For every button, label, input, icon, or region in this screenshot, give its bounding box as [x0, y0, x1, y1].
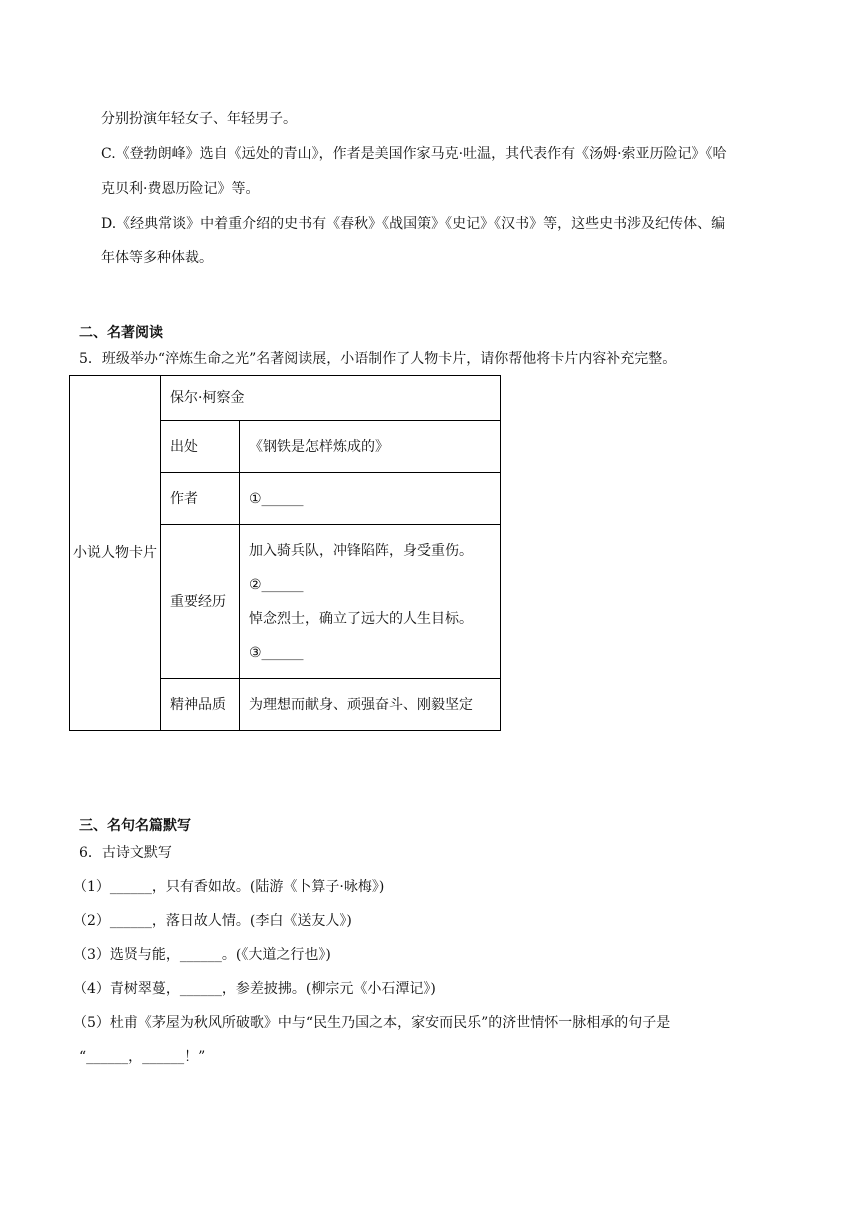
option-d-line2: 年体等多种体裁。 — [101, 250, 213, 266]
dictation-item-2: （2）______，落日故人情。(李白《送友人》) — [73, 913, 352, 929]
experience-line-1: 加入骑兵队，冲锋陷阵，身受重伤。 — [249, 542, 473, 559]
option-d-line1: D.《经典常谈》中着重介绍的史书有《春秋》《战国策》《史记》《汉书》等，这些史书涉及纪传体、编 — [101, 216, 726, 232]
card-source-label: 出处 — [161, 421, 240, 473]
experience-blank-2: ②______ — [249, 576, 304, 593]
card-source-value: 《钢铁是怎样炼成的》 — [240, 421, 501, 473]
card-author-blank: ①______ — [240, 473, 501, 525]
card-experience-label: 重要经历 — [161, 525, 240, 679]
card-row-label: 小说人物卡片 — [70, 376, 161, 731]
dictation-item-1: （1）______，只有香如故。(陆游《卜算子·咏梅》) — [73, 879, 385, 895]
question-5-text: 5．班级举办“淬炼生命之光”名著阅读展，小语制作了人物卡片，请你帮他将卡片内容补充完整。 — [79, 351, 677, 367]
dictation-item-5-answer-line: “______，______！” — [79, 1049, 206, 1065]
card-character-name: 保尔·柯察金 — [161, 376, 501, 421]
dictation-item-4: （4）青树翠蔓，______，参差披拂。(柳宗元《小石潭记》) — [73, 981, 436, 997]
card-spirit-value: 为理想而献身、顽强奋斗、刚毅坚定 — [240, 679, 501, 731]
dictation-item-3: （3）选贤与能，______。(《大道之行也》) — [73, 947, 331, 963]
experience-line-3: 悼念烈士，确立了远大的人生目标。 — [249, 610, 473, 627]
option-b-continuation: 分别扮演年轻女子、年轻男子。 — [101, 111, 297, 127]
option-c-line1: C.《登勃朗峰》选自《远处的青山》，作者是美国作家马克·吐温，其代表作有《汤姆·索亚历险记》《哈 — [101, 146, 727, 162]
question-6-text: 6．古诗文默写 — [79, 845, 172, 861]
experience-blank-3: ③______ — [249, 644, 304, 661]
section-heading-classics: 二、名著阅读 — [79, 325, 163, 341]
card-experience-cell — [240, 525, 501, 679]
dictation-item-5: （5）杜甫《茅屋为秋风所破歌》中与“民生乃国之本，家安而民乐”的济世情怀一脉相承的句子是 — [73, 1015, 671, 1031]
card-author-label: 作者 — [161, 473, 240, 525]
section-heading-dictation: 三、名句名篇默写 — [79, 818, 191, 834]
option-c-line2: 克贝利·费恩历险记》等。 — [101, 181, 260, 197]
card-spirit-label: 精神品质 — [161, 679, 240, 731]
character-card-table — [69, 375, 501, 731]
